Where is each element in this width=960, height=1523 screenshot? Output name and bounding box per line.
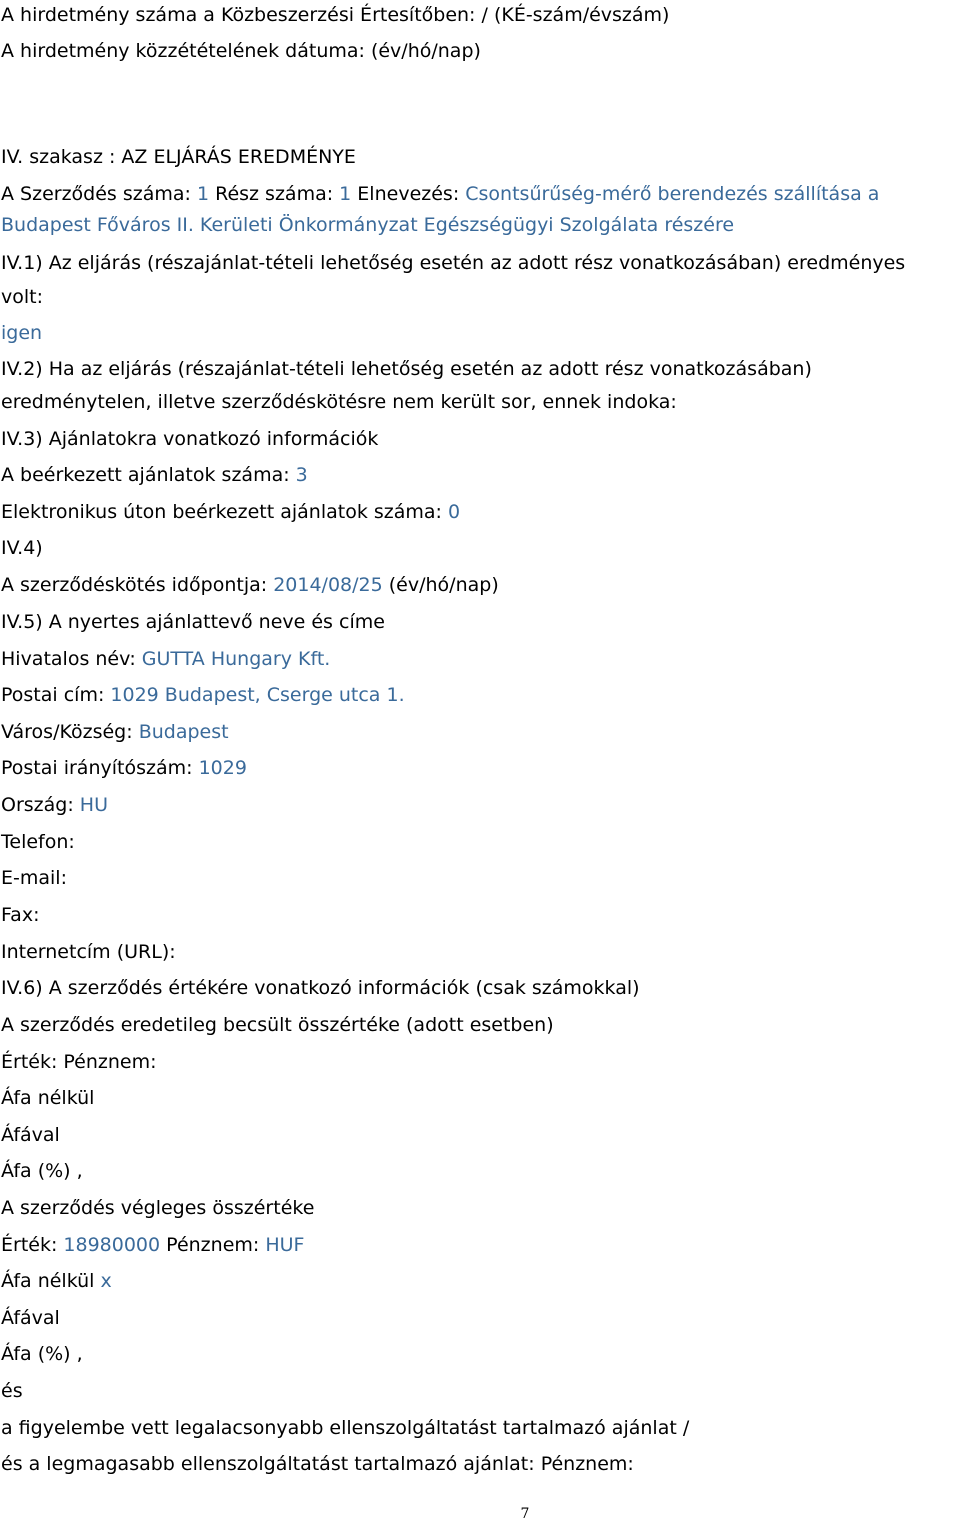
- city-label: Város/Község:: [1, 721, 139, 743]
- estimated-value-line: Érték: Pénznem:: [1, 1051, 157, 1073]
- contract-number-value: 1: [196, 183, 210, 205]
- final-with-vat: Áfával: [1, 1307, 60, 1329]
- country-label: Ország:: [1, 794, 80, 816]
- final-value-heading: A szerződés végleges összértéke: [1, 1197, 315, 1219]
- city-value: Budapest: [138, 721, 229, 743]
- postal-address-line: [1, 684, 405, 706]
- final-value-label: Érték:: [1, 1234, 64, 1256]
- contract-value-heading: IV.6) A szerződés értékére vonatkozó információk (csak számokkal): [1, 977, 640, 999]
- offers-heading: IV.3) Ajánlatokra vonatkozó információk: [1, 428, 379, 450]
- page-number: 7: [520, 1506, 530, 1522]
- final-without-vat-label: Áfa nélkül: [1, 1270, 101, 1292]
- country-value: HU: [79, 794, 108, 816]
- offers-count-label: A beérkezett ajánlatok száma:: [1, 464, 296, 486]
- postcode-value: 1029: [198, 757, 247, 779]
- final-value-amount: 18980000: [63, 1234, 161, 1256]
- city-line: [1, 721, 229, 743]
- part-number-label: Rész száma:: [209, 183, 340, 205]
- country-line: [1, 794, 108, 816]
- name-value: Csontsűrűség-mérő berendezés szállítása a: [465, 183, 880, 205]
- estimated-with-vat: Áfával: [1, 1124, 60, 1146]
- name-value-continued: Budapest Főváros II. Kerületi Önkormányzat Egészségügyi Szolgálata részére: [1, 214, 735, 236]
- contract-number-label: A Szerződés száma:: [1, 183, 197, 205]
- final-vat-percent: Áfa (%) ,: [1, 1343, 83, 1365]
- section-heading: IV. szakasz : AZ ELJÁRÁS EREDMÉNYE: [1, 146, 356, 168]
- postal-address-label: Postai cím:: [1, 684, 111, 706]
- winner-heading: IV.5) A nyertes ajánlattevő neve és címe: [1, 611, 385, 633]
- final-value-line: [1, 1234, 304, 1256]
- postcode-label: Postai irányítószám:: [1, 757, 199, 779]
- section-iv4-heading: IV.4): [1, 537, 43, 559]
- offers-count-value: 3: [295, 464, 308, 486]
- final-without-vat-mark: x: [100, 1270, 112, 1292]
- lowest-offer-line: a figyelembe vett legalacsonyabb ellenszolgáltatást tartalmazó ajánlat /: [1, 1417, 690, 1439]
- estimated-without-vat: Áfa nélkül: [1, 1087, 95, 1109]
- contract-date-line: [1, 574, 499, 596]
- electronic-offers-label: Elektronikus úton beérkezett ajánlatok száma:: [1, 501, 448, 523]
- fax-label: Fax:: [1, 904, 40, 926]
- final-without-vat-line: [1, 1270, 112, 1292]
- contract-date-value: 2014/08/25: [273, 574, 383, 596]
- phone-label: Telefon:: [1, 831, 75, 853]
- part-number-value: 1: [339, 183, 352, 205]
- estimated-vat-percent: Áfa (%) ,: [1, 1160, 83, 1182]
- final-currency-value: HUF: [265, 1234, 305, 1256]
- result-answer: igen: [1, 322, 43, 344]
- postcode-line: [1, 757, 247, 779]
- publication-date-line: A hirdetmény közzétételének dátuma: (év/hó/nap): [1, 40, 481, 62]
- unsuccessful-question-continued: eredménytelen, illetve szerződéskötésre nem került sor, ennek indoka:: [1, 391, 677, 413]
- url-label: Internetcím (URL):: [1, 941, 176, 963]
- email-label: E-mail:: [1, 867, 67, 889]
- official-name-value: GUTTA Hungary Kft.: [141, 648, 331, 670]
- result-question-continued: volt:: [1, 286, 43, 308]
- and-line: és: [1, 1380, 23, 1402]
- final-currency-label: Pénznem:: [160, 1234, 266, 1256]
- name-label: Elnevezés:: [351, 183, 466, 205]
- official-name-line: [1, 648, 330, 670]
- electronic-offers-value: 0: [447, 501, 461, 523]
- electronic-offers-line: [1, 501, 460, 523]
- notice-number-line: A hirdetmény száma a Közbeszerzési Értesítőben: / (KÉ-szám/évszám): [1, 4, 670, 26]
- postal-address-value: 1029 Budapest, Cserge utca 1.: [110, 684, 405, 706]
- contract-date-label: A szerződéskötés időpontja:: [1, 574, 274, 596]
- highest-offer-line: és a legmagasabb ellenszolgáltatást tartalmazó ajánlat: Pénznem:: [1, 1453, 634, 1475]
- unsuccessful-question: IV.2) Ha az eljárás (részajánlat-tételi lehetőség esetén az adott rész vonatkozásában): [1, 358, 812, 380]
- result-question: IV.1) Az eljárás (részajánlat-tételi lehetőség esetén az adott rész vonatkozásában) eredményes: [1, 252, 906, 274]
- contract-number-line: [1, 183, 879, 205]
- offers-count-line: [1, 464, 308, 486]
- contract-date-format: (év/hó/nap): [382, 574, 499, 596]
- estimated-value-heading: A szerződés eredetileg becsült összértéke (adott esetben): [1, 1014, 554, 1036]
- official-name-label: Hivatalos név:: [1, 648, 142, 670]
